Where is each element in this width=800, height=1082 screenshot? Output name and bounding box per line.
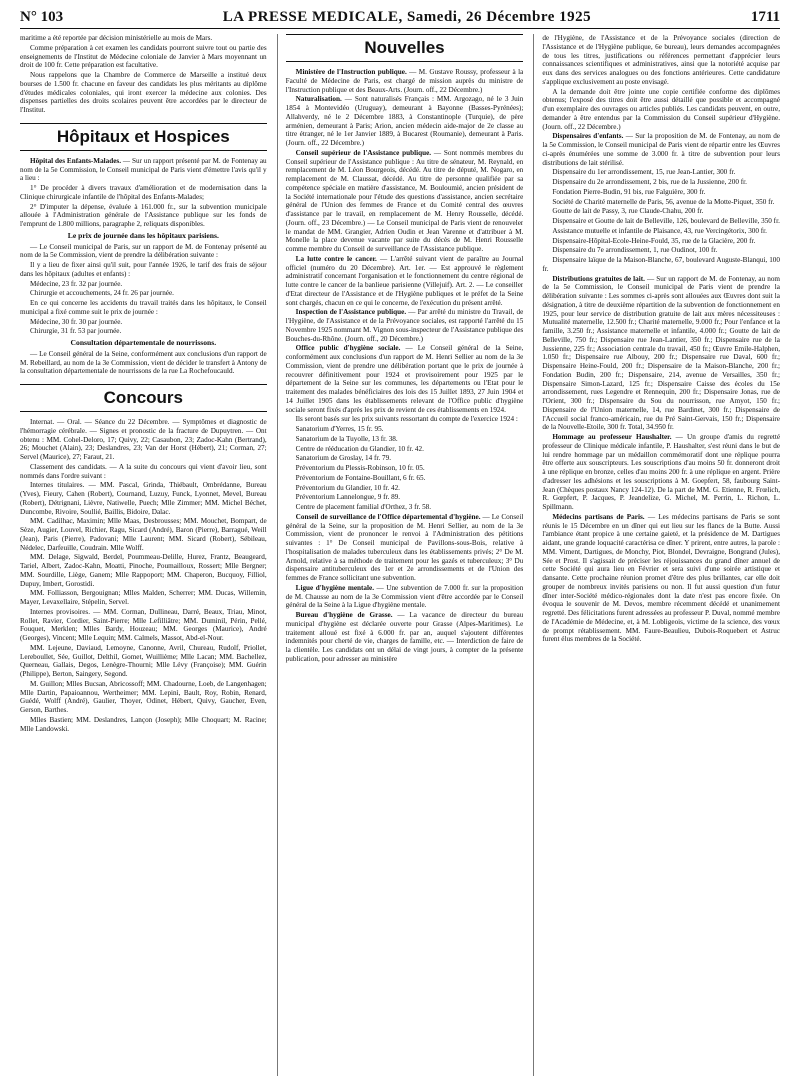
- paragraph: Chirurgie, 31 fr. 53 par journée.: [30, 327, 122, 336]
- article-heading: Conseil de surveillance de l'Office départemental d'hygiène.: [295, 512, 481, 521]
- paragraph: 1° De procéder à divers travaux d'amélioration et de modernisation dans la Clinique chirurgicale infantile de l'hôpital des Enfants-Malades;: [20, 184, 267, 201]
- paragraph: Mlles Bastien; MM. Deslandres, Lançon (Joseph); Mlle Choquart; M. Racine; Mlle Landowski.: [20, 715, 267, 733]
- section-title-hopitaux: Hôpitaux et Hospices: [20, 123, 267, 151]
- paragraph: Il y a lieu de fixer ainsi qu'il suit, pour l'année 1926, le tarif des frais de séjour dans les hôpitaux (adultes et enfants) :: [20, 261, 267, 278]
- paragraph: MM. Folliasson, Bergouignan; Mlles Malden, Scherrer; MM. Ducas, Willemin, Mayer, Levaxellaire, Stépelin, Servel.: [20, 589, 267, 606]
- paragraph: — Le Conseil général de la Seine, conformément aux conclusions d'un rapport de M. Henri Sellier au nom de la 3e Commission, vient de prendre une délibération portant que le prix de journée à recouvrer définitivement pour 1924 et provisoirement pour 1925 par le département de la Seine sur les communes, les départements ou l'Etat pour le traitement des malades bénéficiaires des lois des 15 Juillet 1893, 27 Juin 1904 et 14 Juillet 1905 dans les établissements relevant de l'Office public d'hygiène sociale seront fixés d'après les prix de revient de ces établissements en 1924.: [285, 344, 524, 414]
- article-heading: Dispensaires d'enfants.: [552, 132, 624, 141]
- list-item: Sanatorium d'Yerres, 15 fr. 95.: [295, 425, 384, 433]
- paragraph: — Par arrêté du ministre du Travail, de l'Hygiène, de l'Assistance et de la Prévoyance sociales, est rapporté l'arrêté du 15 Novembre 1925 nommant M. Vignon sous-inspecteur de l'Assistance publique des Bouches-du-Rhône. (Journ. off., 20 Décembre.): [285, 308, 524, 343]
- page-number: 1711: [750, 8, 780, 25]
- list-item: Sanatorium de la Tuyolle, 13 fr. 38.: [295, 434, 398, 443]
- section-title-nouvelles: Nouvelles: [286, 34, 524, 62]
- list-item: Assistance mutuelle et infantile de Plaisance, 43, rue Vercingétorix, 300 fr.: [552, 226, 767, 235]
- list-item: Fondation Pierre-Budin, 91 bis, rue Falguière, 300 fr.: [552, 187, 706, 196]
- article-heading: Office public d'hygiène sociale.: [295, 344, 401, 353]
- paragraph: A la demande doit être jointe une copie certifiée conforme des diplômes obtenus; l'exposé des titres doit être aussi détaillé que possible et accompagné d'un exemplaire des ouvrages ou articles publiés. Les candidats peuvent, en outre, demander à être entendus par la Commission du Conseil supérieur d'Hygiène. (Journ. off., 22 Décembre.): [542, 87, 780, 131]
- columns: [20, 34, 780, 1076]
- paragraph: — Une subvention de 7.000 fr. sur la proposition de M. Chausse au nom de la 3e Commission vient d'être accordée par le Conseil général de la Seine à la Ligue d'hygiène mentale.: [285, 583, 524, 610]
- paragraph: — Sur un rapport de M. de Fontenay, au nom de la 5e Commission, le Conseil municipal de Paris vient de prendre la délibération suivante : Les sommes ci-après sont allouées aux Œuvres dont suit la désignation, à titre de deuxième répartition de la subvention de fonctionnement en 1925, pour leur service de distribution gratuite de lait aux mères nécessiteuses : Mutualité maternelle, 12.500 fr.; Charité maternelle, 9.000 fr.; Pour l'enfance et la famille, 3.250 fr.; Assistance maternelle et infantile, 4.000 fr.; Goutte de lait de Belleville, 750 fr.; Dispensaire rue Jean-Lantier, 350 fr.; Dispensaire rue de la Jussienne, 225 fr.; Association centrale du travail, 450 fr.; Œuvre Emile-Halphen, 1.050 fr.; Dispensaire rue Albouy, 200 fr.; Dispensaire rue Daval, 600 fr.; Dispensaire Heine-Fould, 200 fr.; Dispensaire de la Maison-Blanche, 200 fr.; Fondation Budin, 200 fr.; Dispensaire, 214, avenue de Versailles, 350 fr.; Dispensaire Simon-Lazard, 125 fr.; Dispensaire Caisse des écoles du 15e arrondissement, rues Legendre et Rennequin, 200 fr.; Dispensaire Jonas, rue de l'Orient, 300 fr.; Dispensaire du Sou du nourrisson, rue Amyot, 150 fr.; Dispensaire de l'Union maternelle, 14, rue Bardinet, 300 fr.; Dispensaire de l'Accueil social franco-américain, rue du Pré Saint-Gervais, 150 fr.; Dispensaire de la Nouvelle-Etoile, 300 fr. Total, 34.950 fr.: [542, 274, 780, 432]
- paragraph: MM. Delage, Sigwald, Berdel, Poummeau-Delille, Hurez, Frantz, Beaugeard, Tariel, Albert, Zadoc-Kahn, Moatti, Pinoche, Poumailloux, Rossert; Mlle Bergner; MM. Sourdille, Liège, Ganem; Mlle Rappoport; MM. Chaperon, Bucquoy, Filliol, Dupuy, Imbert, Gorostidi.: [20, 553, 267, 588]
- article-heading: Conseil supérieur de l'Assistance publique.: [295, 148, 432, 157]
- list-item: Dispensaire laïque de la Maison-Blanche, 67, boulevard Auguste-Blanqui, 100 fr.: [542, 256, 780, 273]
- sanatoria-list: [286, 425, 524, 512]
- paragraph: Classement des candidats. — A la suite du concours qui vient d'avoir lieu, sont nommés dans l'ordre suivant :: [20, 462, 267, 480]
- paragraph: — Le Conseil municipal de Paris, sur un rapport de M. de Fontenay présenté au nom de la 5e Commission, vient de prendre la délibération suivante :: [20, 242, 267, 260]
- paragraph: Médecine, 23 fr. 32 par journée.: [30, 279, 123, 288]
- article-heading: La lutte contre le cancer.: [295, 254, 377, 263]
- list-item: Sanatorium de Groslay, 14 fr. 79.: [295, 454, 392, 463]
- paragraph: Chirurgie et accouchements, 24 fr. 26 par journée.: [30, 289, 174, 298]
- paragraph: maritime a été reportée par décision ministérielle au mois de Mars.: [20, 34, 213, 42]
- article-heading: Hommage au professeur Haushalter.: [552, 433, 672, 441]
- paragraph: — Un groupe d'amis du regretté professeur de Clinique médicale infantile, P. Haushalter, s'est réuni dans le but de lui rendre hommage par un médaillon commémoratif dont une réplique pourra être offerte aux souscripteurs. Les souscriptions d'au moins 50 fr. donneront droit à une réplique en bronze, celles d'au moins 200 fr. à une réplique en argent. Prière d'adresser les adhésions et les souscriptions à M. Goepfert, 58, faubourg Saint-Jean (Chèques postaux Nancy 124-12). De la part de MM. G. Etienne, R. Frœlich, R. Gœpfert, P. Jacques, P. Jeandelize, G. Michel, M. Perrin, L. Richon, L. Spillmann.: [542, 433, 780, 511]
- list-item: Goutte de lait de Passy, 3, rue Claude-Chahu, 200 fr.: [552, 207, 704, 216]
- list-item: Dispensaire du 1er arrondissement, 15, rue Jean-Lantier, 300 fr.: [552, 168, 736, 177]
- article-heading: Hôpital des Enfants-Malades.: [30, 156, 122, 165]
- paragraph: — L'arrêté suivant vient de paraître au Journal officiel (numéro du 20 Décembre). Art. 1er. — Est approuvé le règlement administratif concernant l'organisation et le fonctionnement du centre régional de lutte contre le cancer de la banlieue parisienne (Villejuif). Art. 2. — Le conseiller d'Etat directeur de l'Assistance et de l'Hygiène publiques et le préfet de la Seine sont chargés, chacun en ce qui le concerne, de l'exécution du présent arrêté.: [285, 254, 524, 307]
- article-heading: Consultation départementale de nourrissons.: [70, 338, 217, 347]
- paragraph: — Les médecins partisans de Paris se sont réunis le 15 Décembre en un dîner qui eut lieu sur les flancs de la Butte. Aussi l'ambiance étant propice à une certaine gaieté, et la présidence de M. Dartigues aidant, une grande loquacité caractérisa ce dîner. Y prirent, entre autres, la parole : MM. Viment, Dartigues, de Monchy, Piot, Blondel, Devraigne, Bongrand (Jules), Sée et Prost. Il s'agissait de préciser les réjouissances du grand dîner annuel de cette Société qui aura lieu en Février et sera suivi d'une soirée artistique et dansante. Cette prochaine réunion promet d'être des plus brillantes, car elle doit grouper de nombreux invités parisiens ou non. Il fut aussi question d'un futur dîner inter-Société médico-régionales dont la date n'est pas encore fixée. On évoqua le souvenir de M. Devos, membre récemment décédé et unanimement regretté. Des félicitations furent adressées au professeur P. Duval, nommé membre de l'Académie de Médecine, et, à M. Lobligeois, victime de la science, des vœux de prompt rétablissement. MM. Faure-Beaulieu, Dubois-Roquebert et Astruc furent élus membres de la Société.: [542, 512, 780, 644]
- list-item: Centre de placement familial d'Orthez, 3 fr. 58.: [295, 503, 432, 511]
- paragraph: — Sur la proposition de M. de Fontenay, au nom de la 5e Commission, le Conseil municipal de Paris vient de répartir entre les Œuvres ci-après énumérées une somme de 3.000 fr. à titre de subvention pour leurs distributions de lait stérilisé.: [542, 132, 780, 167]
- paragraph: — Sur un rapport présenté par M. de Fontenay au nom de la 5e Commission, le Conseil municipal de Paris vient d'émettre l'avis qu'il y a lieu :: [20, 156, 267, 183]
- list-item: Centre de rééducation du Glandier, 10 fr. 42.: [295, 444, 424, 453]
- publication-title: LA PRESSE MEDICALE, Samedi, 26 Décembre 1925: [222, 8, 592, 25]
- paragraph: Internes titulaires. — MM. Pascal, Grinda, Thiébault, Ombrédanne, Bureau (Yves), Fieury, Cahen (Robert), Cournand, Luzuy, Funck, Lyonnet, Mevel, Bureau (Robert), Détrignani, Lièvre, Natiwelle, Puech; Mlle Zimmer; MM. Michel Béchet, Duncombe, Rivoire, Soullié, Baillis, Bidoire, Dalac.: [20, 481, 267, 516]
- page-header: [20, 6, 780, 29]
- article-heading: Médecins partisans de Paris.: [552, 512, 645, 521]
- article-heading: Ministère de l'Instruction publique.: [295, 68, 407, 76]
- list-item: Société de Charité maternelle de Paris, 56, avenue de la Motte-Piquet, 350 fr.: [552, 197, 775, 206]
- paragraph: Nous rappelons que la Chambre de Commerce de Marseille a institué deux bourses de 1.500 fr. chacune en faveur des candidats les plus méritants au diplôme d'études médicales coloniales, qui iront exercer la médecine aux colonies. Des dispenses partielles des droits scolaires peuvent être accordées par le directeur de l'Institut.: [20, 71, 267, 114]
- column-3: [533, 34, 780, 1076]
- article-heading: Ligue d'hygiène mentale.: [295, 583, 374, 592]
- paragraph: — Sont naturalisés Français : MM. Argozago, né le 3 Juin 1854 à Montevidéo (Uruguay), demeurant à Bayonne (Basses-Pyrénées); Allahverdy, né le 2 Décembre 1883, à Constantinople (Turquie), de père arménien, demeurant à Paris; Arion, ancien médecin aide-major de 2e classe au titre étranger, né le 1er Janvier 1889, à Bucarest (Roumanie), demeurant à Paris. (Journ. off., 22 Décembre.): [285, 95, 524, 147]
- paragraph: En ce qui concerne les accidents du travail traités dans les hôpitaux, le Conseil municipal a fixé comme suit le prix de journée :: [20, 299, 267, 316]
- list-item: Préventorium Lannelongue, 9 fr. 89.: [295, 493, 401, 502]
- paragraph: MM. Lejeune, Daviaud, Lemoyne, Canonne, Avril, Chureau, Rudolf, Priollet, Lereboullet, Sée, Guillot, Delthil, Gomet, Wuillième; Mlle Lacan; MM. Bachellez, Querneau, Gallais, Degos, Lenègre-Thourni; Mlle Lévy (Françoise); MM. Guérin (Philippe), Berton, Saingery, Segond.: [20, 643, 267, 678]
- article-heading: Bureau d'hygiène de Grasse.: [295, 611, 393, 619]
- issue-number: N° 103: [20, 8, 64, 25]
- list-item: Préventorium du Glandier, 10 fr. 42.: [295, 483, 400, 492]
- article-heading: Inspection de l'Assistance publique.: [295, 308, 407, 317]
- article-heading: Distributions gratuites de lait.: [552, 274, 645, 283]
- paragraph: Internes provisoires. — MM. Corman, Dullineau, Darré, Beaux, Triau, Minot, Rollet, Ravier, Cordier, Saint-Pierre; Mlle Lefilliâtre; MM. Duminil, Périn, Pellé, Fouquet, Merklen; Mlles Bardy, Houzeau; MM. Georges (Maurice), André (Georges), Vincent; Mlle Lequin; MM. Calmels, Massot, Abd-el-Nour.: [20, 607, 267, 642]
- list-item: Préventorium du Plessis-Robinson, 10 fr. 05.: [295, 464, 425, 472]
- paragraph: Médecine, 30 fr. 30 par journée.: [30, 317, 123, 326]
- list-item: Dispensaire du 7e arrondissement, 1, rue Oudinot, 100 fr.: [552, 246, 718, 255]
- paragraph: — M. Gustave Roussy, professeur à la Faculté de Médecine de Paris, est chargé de mission auprès du ministre de l'Instruction publique et des Beaux-Arts. (Journ. off., 22 Décembre.): [285, 68, 524, 94]
- paragraph: de l'Hygiène, de l'Assistance et de la Prévoyance sociales (direction de l'Assistance et de l'Hygiène publique, 6e bureau), leurs demandes accompagnées de tous les titres, justifications ou références permettant d'apprécier leurs connaissances scientifiques et administratives, ainsi que la notoriété acquise par eux dans des services analogues ou des fonctions antérieures. Cette candidature s'applique exclusivement au poste envisagé.: [542, 34, 780, 86]
- section-title-concours: Concours: [20, 384, 267, 412]
- paragraph: Ils seront basés sur les prix suivants ressortant du compte de l'exercice 1924 :: [295, 415, 518, 424]
- list-item: Dispensaire du 2e arrondissement, 2 bis, rue de la Jussienne, 200 fr.: [552, 178, 747, 186]
- list-item: Dispensaire-Hôpital-Ecole-Heine-Fould, 35, rue de la Glacière, 200 fr.: [552, 236, 756, 245]
- column-2: [277, 34, 524, 1076]
- paragraph: — La vacance de directeur du bureau municipal d'hygiène est déclarée ouverte pour Grasse (Alpes-Maritimes). Le traitement alloué est fixé à 6.000 fr. par an, auquel s'ajoutent différentes indemnités pour cherté de vie, charges de famille, etc. — Interdiction de faire de la clientèle. Les candidats ont un délai de vingt jours, à compter de la présente publication, pour adresser au ministère: [285, 611, 524, 663]
- list-item: Préventorium de Fontaine-Bouillant, 6 fr. 65.: [295, 473, 426, 482]
- dispensaires-list: [542, 168, 780, 273]
- list-item: Dispensaire et Goutte de lait de Belleville, 126, boulevard de Belleville, 350 fr.: [552, 217, 780, 225]
- paragraph: — Le Conseil général de la Seine, sur la proposition de M. Henri Sellier, au nom de la 3e Commission, vient de prononcer le renvoi à l'Administration des pétitions suivantes : 1° De Conseil municipal de Pavillons-sous-Bois, relative à l'hospitalisation de malades tuberculeux dans les établissements privés; 2° De M. Arnold, relative à sa méthode de traitement pour les gazés et tuberculeux; 3° Du dispensaire antituberculeux des 1er et 2e arrondissements et de l'Union des femmes de France sollicitant une subvention.: [285, 512, 524, 582]
- article-heading: Naturalisation.: [295, 95, 342, 104]
- paragraph: Internat. — Oral. — Séance du 22 Décembre. — Symptômes et diagnostic de l'hémorragie cérébrale. — Signes et pronostic de la fracture de Dupuytren. — Ont obtenu : MM. Cohel-Deloro, 17; Quivy, 22; Casaubon, 23; Zadoc-Kahn (Bertrand), 26; Mouchet (Alain), 23; Deslandres, 23; Van der Horst (Hébert), 21; Corman, 27; Servel (Maurice), 27; Faraut, 21.: [20, 418, 267, 461]
- paragraph: 2° D'imputer la dépense, évaluée à 161.000 fr., sur la subvention municipale allouée à l'Administration générale de l'Assistance publique sur les fonds de l'emprunt de 1.800 millions, paragraphe 2, reliquats disponibles.: [20, 202, 267, 228]
- paragraph: — Sont nommés membres du Conseil supérieur de l'Assistance publique : Au titre de sénateur, M. Reynald, en remplacement de M. Léon Bourgeois, décédé. Au titre de député, M. Nogaro, en remplacement de M. Claussat, décédé. Au titre de personne qualifiée par sa compétence spéciale en matière d'assistance, M. Bouloumié, ancien président de la Société internationale pour l'étude des questions d'assistance, ancien secrétaire général de l'Union des femmes de France et du Comité central des œuvres d'assistance par le travail, en remplacement de M. Henry Rousselle, décédé. (Journ. off., 23 Décembre.) — Le Conseil municipal de Paris vient de renouveler le mandat de MM. Grangier, Adrien Oudin et Jean Varenne et d'attribuer à M. Monelle la place devenue vacante par suite du décès de M. Henri Rousselle comme membre du Conseil de surveillance de l'Assistance publique.: [285, 148, 524, 253]
- paragraph: Comme préparation à cet examen les candidats pourront suivre tout ou partie des enseignements de l'Institut de Médecine coloniale de Janvier à Mars moyennant un droit de 100 fr. Cette préparation est facultative.: [20, 43, 267, 70]
- paragraph: MM. Cadilhac, Maximin; Mlle Maas, Desbrousses; MM. Mouchet, Bompart, de Sèze, Augier, Louvel, Richier, Ragu, Sicard (André), Baron (Pierre), Barragué, Weill (Jean), Paris (Pierre), Padovani; Mlle Laurent; MM. Sicard (Robert), Sébileau, Nédelec, Darfeuille, Coudrain. Mlle Wolff.: [20, 517, 267, 552]
- paragraph: M. Guillon; Mlles Bucsan, Abricossoff; MM. Chadourne, Loeb, de Langenhagen; Mlle Dartin, Papaioannou, Wertheimer; MM. Lepinì, Bault, Roy, Robin, Renard, Guédé, Wolff (André), Gaulier, Thoyer, Odinet, Hébert, Quivy, Gaucher, Even, Gerson, Barthes.: [20, 679, 267, 714]
- column-1: [20, 34, 267, 1076]
- paragraph: — Le Conseil général de la Seine, conformément aux conclusions d'un rapport de M. Rebeillard, au nom de la 3e Commission, vient de décider le transfert à Antony de la consultation départementale de nourrissons de la rue La Rochefoucauld.: [20, 349, 267, 376]
- article-heading: Le prix de journée dans les hôpitaux parisiens.: [67, 230, 219, 240]
